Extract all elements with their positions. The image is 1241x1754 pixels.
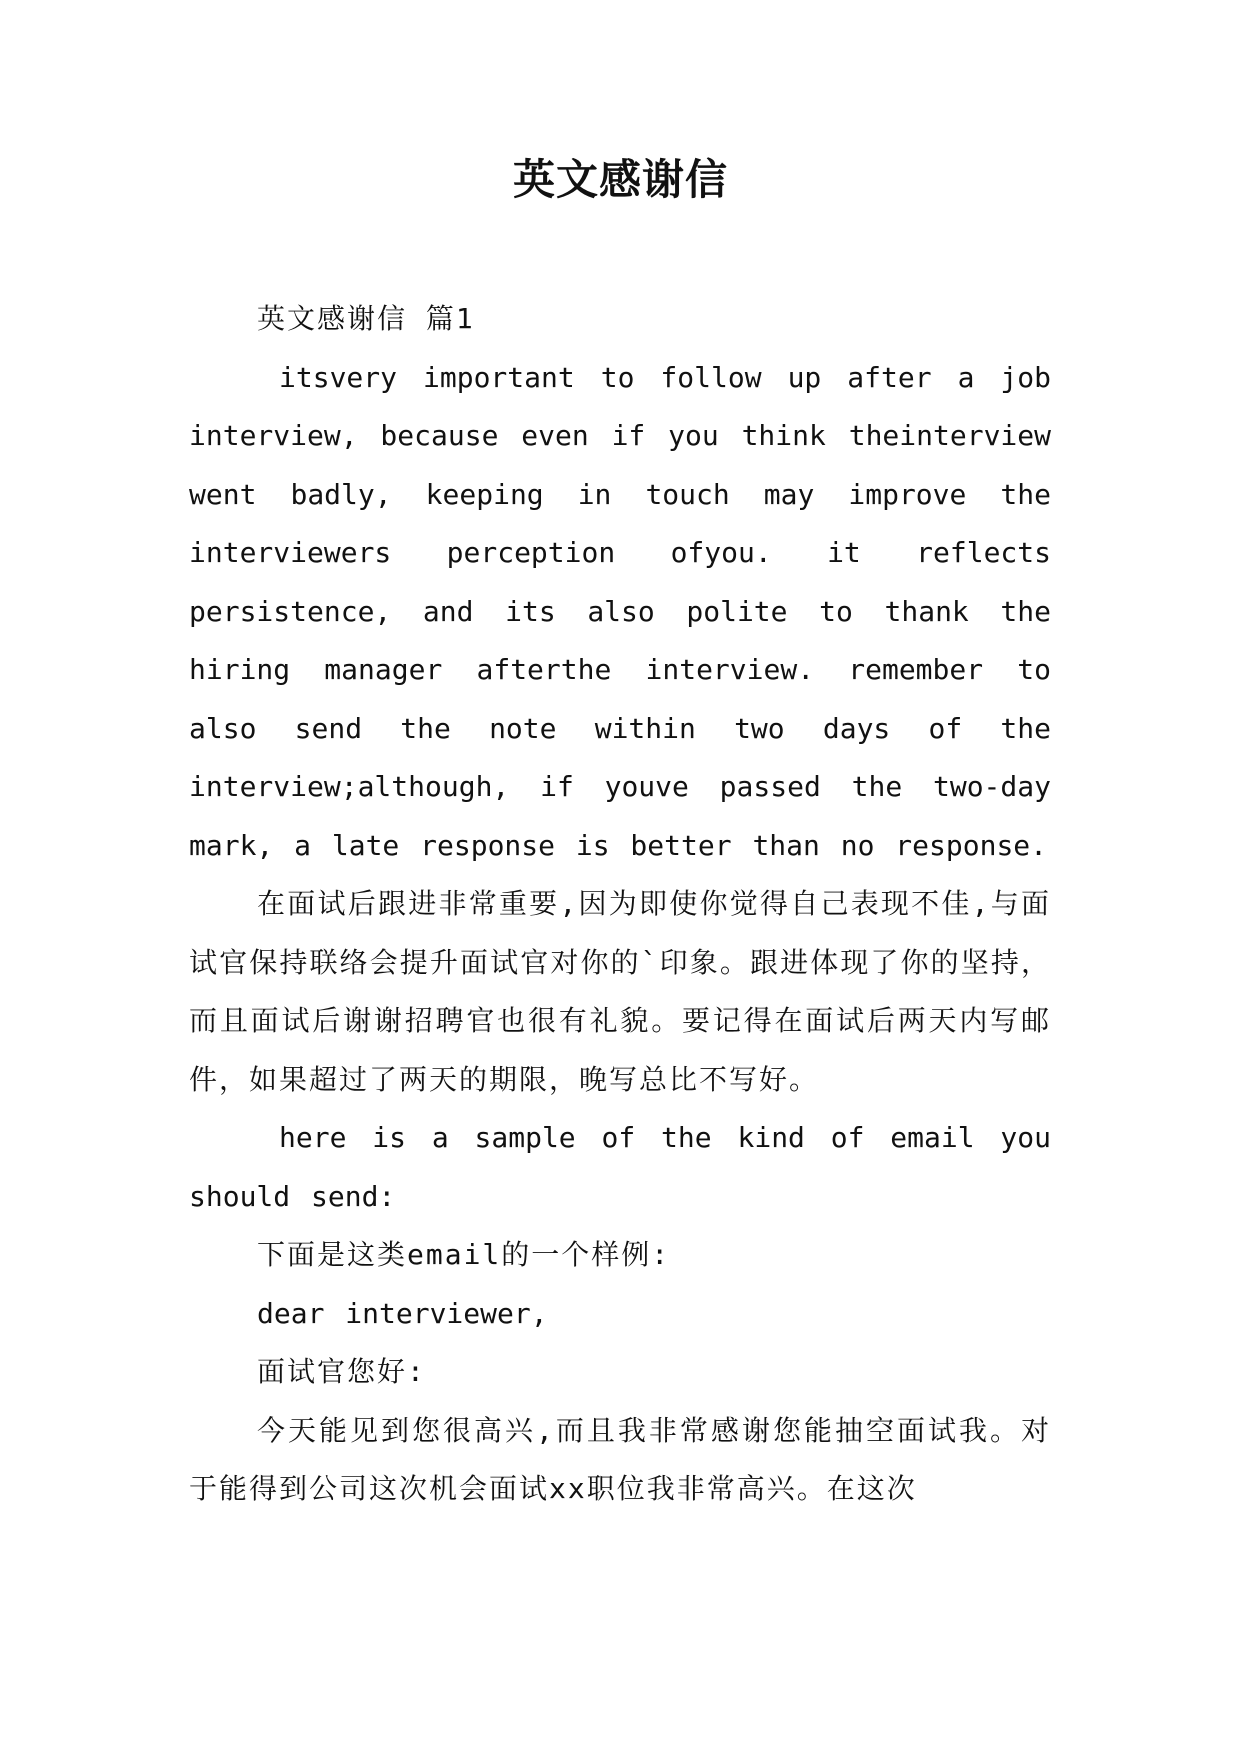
- paragraph-sample-intro: here is a sample of the kind of email you should send:: [189, 1121, 1051, 1213]
- paragraph-sample-intro-cn: 下面是这类email的一个样例:: [257, 1238, 671, 1271]
- document-body: [189, 290, 1051, 1519]
- document-title: 英文感谢信: [512, 155, 728, 204]
- salutation-chinese: 面试官您好:: [257, 1355, 426, 1388]
- paragraph-chinese-intro: 在面试后跟进非常重要,因为即使你觉得自己表现不佳,与面试官保持联络会提升面试官对你的`印象。跟进体现了你的坚持，而且面试后谢谢招聘官也很有礼貌。要记得在面试后两天内写邮件，如果超过了两天的期限，晚写总比不写好。: [189, 887, 1051, 1096]
- salutation-english: dear interviewer,: [257, 1296, 548, 1330]
- paragraph-english-intro: itsvery important to follow up after a job interview, because even if you think theinterview went badly, keeping in touch may improve the interviewers perception ofyou. it reflects persistence, and its also polite to thank the hiring manager afterthe interview. remember to also send the note within two days of the interview;although, if youve passed the two-day mark, a late response is better than no response.: [189, 360, 1051, 862]
- paragraph-letter-body: 今天能见到您很高兴,而且我非常感谢您能抽空面试我。对于能得到公司这次机会面试xx职位我非常高兴。在这次: [189, 1413, 1051, 1505]
- section-heading: 英文感谢信 篇1: [257, 302, 475, 335]
